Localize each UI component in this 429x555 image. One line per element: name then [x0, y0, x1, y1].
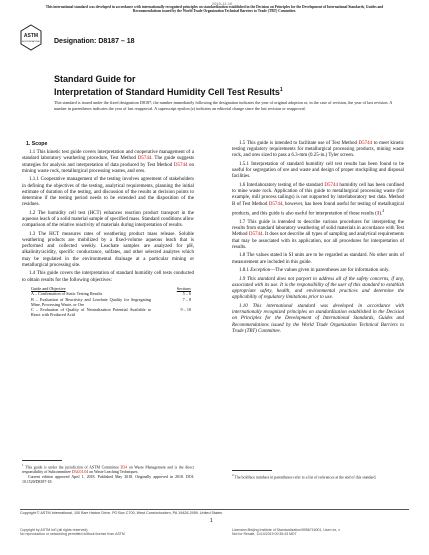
edition-note: Current edition approved April 1, 2018. Published May 2018. Originally approved in 2018. DOI: 10.1520/D8187-18. [22, 475, 194, 485]
title-line-2: Interpretation of Standard Humidity Cell Test Results [54, 87, 280, 97]
footnote-divider [22, 460, 62, 461]
table-row: C – Evaluation of Quality of Neutralization Potential Available to React with Produced Acid 9 – 10 [31, 307, 191, 318]
ref-link-d5744[interactable]: D5744 [358, 141, 373, 146]
ref-link-d5744[interactable]: D5744 [248, 232, 263, 238]
notice-text: This international standard was developed in accordance with internationally recognized principles on standardization established in the Decision on Principles for the Development of International Standards, Guides and Recommendations issued by the World Trade Organization Technical Barriers to Trade (TBT) Committee. [45, 5, 384, 14]
page-number: 1 [210, 518, 213, 524]
para-1-1: 1.1 This kinetic test guide covers interpretation and cooperative management of a standard laboratory weathering procedure, Test Method D5744. The guide suggests strategies for analysis and interpretation of data produced by Test Method D5744 on mining waste rock, metallurgical processing wastes, and ores. [22, 150, 195, 174]
table-row: B – Evaluation of Reactivity and Leachate Quality for Segregating Mine, Processing Waste, or Ore 7 – 8 [31, 296, 191, 307]
para-1-8-1: 1.8.1 Exception—The values given in parentheses are for information only. [239, 268, 390, 274]
table-row: A – Confirmation of Static Testing Results 5 – 6 [31, 291, 191, 297]
para-1-5: 1.5 This guide is intended to facilitate use of Test Method D5744 to meet kinetic testing regulatory requirements for metallurgical processing products, mining waste rock, and ores sized to pass a 6.3-mm (0.25-in.) Tyler screen. [232, 141, 404, 159]
svg-text:ASTM: ASTM [23, 33, 39, 39]
para-1-5-1: 1.5.1 Interpretation of standard humidity cell test results has been found to be useful for segregation of ore and waste and design of proper stockpiling and disposal facilities. [232, 162, 404, 180]
title-line-1: Standard Guide for [54, 74, 136, 84]
license-right: Licensee=Beijing Institute of Standardization/5956716001, User=xx, x Not for Resale, 11/10/2019 00:35:43 MDT [232, 528, 340, 537]
astm-logo-icon [20, 24, 42, 51]
ref-link-d5744[interactable]: D5744 [268, 201, 283, 207]
para-1-4: 1.4 This guide covers the interpretation of standard humidity cell tests conducted to obtain results for the following objectives: [22, 271, 194, 283]
footer-divider [20, 509, 409, 510]
license-left: Copyright by ASTM Int'l (all rights reserved); No reproduction or networking permitted without license from ASTM [20, 528, 125, 537]
ref-link-subcommittee[interactable]: D34.01.04 [71, 470, 89, 475]
toc-header-sections: Sections [176, 286, 191, 292]
section-heading-scope: 1. Scope [26, 141, 48, 147]
para-1-9: 1.9 This standard does not purport to address all of the safety concerns, if any, associated with its use. It is the responsibility of the user of this standard to establish appropriate safety, health, and environmental practices and determine the applicability of regulatory limitations prior to use. [232, 276, 404, 301]
ref-link-d5744[interactable]: D5744 [173, 162, 188, 168]
footnote-mark-2: 2 [382, 207, 385, 213]
copyright-line: Copyright © ASTM International, 100 Barr Harbor Drive, PO Box C700, West Conshohocken, PA 19428-2959. United States [20, 511, 223, 515]
para-1-6: 1.6 Interlaboratory testing of the standard D5744 humidity cell has been confined to mine waste rock. Application of this guide to metallurgical processing waste (for example, mill process tailings) is not supported by interlaboratory test data. Method B of Test Method D5744, however, has been found useful for testing of metallurgical products, and this guide is also useful for interpretation of those results (1).$^2$ [232, 183, 404, 217]
footnote-2: $^2$ The boldface numbers in parentheses refer to a list of references at the end of this standard. [232, 473, 377, 480]
left-column [22, 141, 194, 320]
ref-link-d5744[interactable]: D5744 [137, 156, 152, 162]
logo-subtext: ASTM INTERNATIONAL [22, 42, 40, 43]
page-title [54, 74, 394, 98]
toc-header-guide: Guide and Objective [31, 286, 66, 292]
objectives-table [31, 286, 191, 317]
right-column [232, 141, 404, 337]
standard-notice [36, 1, 393, 14]
para-1-2: 1.2 The humidity cell test (HCT) enhances reaction product transport in the aqueous leach of a solid material sample of specified mass. Standard conditions allow comparison of the relative reactivity of materials during interpretation of results. [22, 210, 194, 229]
ref-link-d5744[interactable]: D5744 [324, 183, 338, 188]
preamble: This standard is issued under the fixed designation D8187; the number immediately following the designation indicates the year of original adoption or, in the case of revision, the year of last revision. A number in parentheses indicates the year of last reapproval. A superscript epsilon (ε) indicates an editorial change since the last revision or reapproval. [54, 100, 393, 111]
footnote-1: $^1$ This guide is under the jurisdiction of ASTM Committee D34 on Waste Management and is the direct responsibility of Subcommittee D34.01.04 on Waste Leaching Techniques. Current edition approved April 1, 2018. Published May 2018. Originally approved in 2018. DOI: 10.1520/D8187-18. [22, 463, 194, 485]
citation-link[interactable]: 1 [376, 211, 380, 217]
designation: Designation: D8187 – 18 [54, 38, 135, 45]
footnote-divider [232, 470, 272, 471]
para-1-8: 1.8 The values stated in SI units are to be regarded as standard. No other units of measurement are included in this guide. [232, 253, 404, 265]
ref-link-committee[interactable]: D34 [120, 465, 128, 470]
download-stamp: 2019-11-10 [212, 1, 233, 6]
para-1-10: 1.10 This international standard was developed in accordance with internationally recognized principles on standardization established in the Decision on Principles for the Development of International Standards, Guides and Recommendations issued by the World Trade Organization Technical Barriers to Trade (TBT) Committee. [232, 304, 404, 334]
para-1-7: 1.7 This guide is intended to describe various procedures for interpreting the results from standard laboratory weathering of solid materials in accordance with Test Method D5744. It does not describe all types of sampling and analytical requirements that may be associated with its application, nor all procedures for interpretation of results. [232, 220, 404, 250]
para-1-3: 1.3 The HCT measures rates of weathering product mass release. Soluble weathering products are mobilized by a fixed-volume aqueous leach that is performed and collected weekly. Leachate samples are analyzed for pH, alkalinity/acidity, specific conductance, sulfates, and other selected analytes which may be regulated in the environmental drainage at a particular mining or metallurgical processing site. [22, 231, 194, 268]
para-1-1-1: 1.1.1 Cooperative management of the testing involves agreement of stakeholders in defining the objectives of the testing, analytical requirements, planning the initial estimate of duration of the testing, and discussion of the results at decision points to determine if the testing period needs to be extended and the disposition of the residues. [22, 177, 194, 208]
title-footnote-mark: 1 [279, 87, 283, 93]
